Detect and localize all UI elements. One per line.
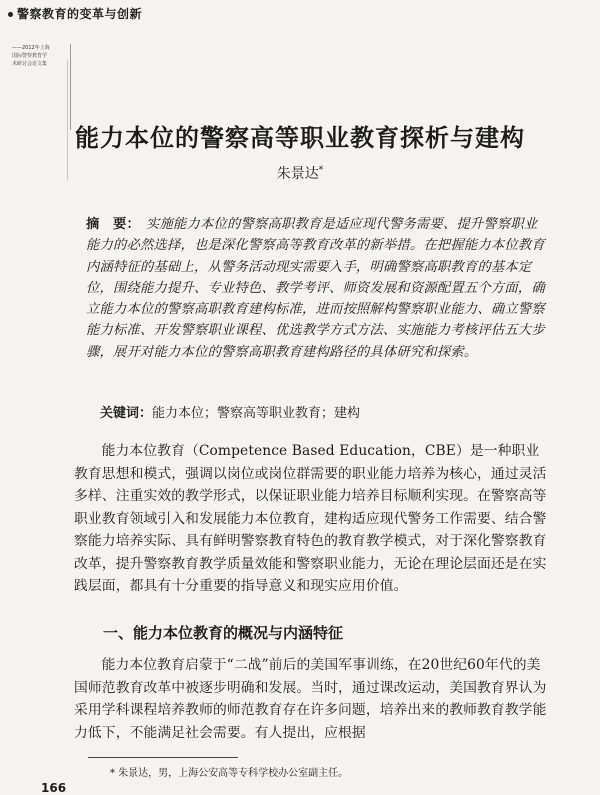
header-sub-line: 术研讨会论文集 — [12, 61, 48, 67]
keywords — [100, 402, 546, 421]
article-title: 能力本位的警察高等职业教育探析与建构 — [75, 124, 525, 152]
footnote-rule — [88, 757, 238, 758]
body-paragraph-1: 能力本位教育（Competence Based Education，CBE）是一种职业教育思想和模式，强调以岗位或岗位群需要的职业能力培养为核心，通过灵活多样、注重实效的教学形式，以保证职业能力培养目标顺利实现。在警察高等职业教育领域引入和发展能力本位教育，建构适应现代警务工作需要、结合警察能力培养实际、具有鲜明警察教育特色的教育教学模式，对于深化警察教育改革，提升警察教育教学质量效能和警察职业能力，无论在理论层面还是在实践层面，都具有十分重要的指导意义和现实应用价值。 — [74, 443, 547, 594]
keywords-label: 关键词： — [100, 406, 153, 421]
journal-title — [8, 5, 168, 22]
abstract-text: 实施能力本位的警察高职教育是适应现代警务需要、提升警察职业能力的必然选择，也是深化警察高等教育改革的新举措。在把握能力本位教育内涵特征的基础上，从警务活动现实需要入手，明确警察高职教育的基本定位，围绕能力提升、专业特色、教学考评、师资发展和资源配置五个方面，确立能力本位的警察高职教育建构标准，进而按照解构警察职业能力、确立警察能力标准、开发警察职业课程、优选教学方式方法、实施能力考核评估五大步骤，展开对能力本位的警察高职教育建构路径的具体研究和探索。 — [86, 217, 545, 360]
author-name: 朱景达 — [276, 166, 319, 182]
header-sub-line: ——2012年上海 — [12, 45, 50, 51]
page-number: 166 — [41, 781, 67, 795]
footnote: * 朱景达，男，上海公安高等专科学校办公室副主任。 — [110, 768, 349, 779]
section-heading: 一、能力本位教育的概况与内涵特征 — [103, 624, 344, 642]
header-subtitle — [12, 44, 72, 68]
author-footnote-mark: * — [318, 165, 324, 176]
running-header — [8, 5, 168, 22]
abstract — [86, 214, 546, 363]
author — [0, 163, 600, 183]
abstract-label: 摘 要： — [86, 217, 140, 232]
journal-title-text: 警察教育的变革与创新 — [17, 7, 143, 21]
header-sub-line: 国际警察教育学 — [12, 53, 48, 59]
body-paragraph-2: 能力本位教育启蒙于“二战”前后的美国军事训练，在20世纪60年代的美国师范教育改革中被逐步明确和发展。当时，通过课改运动，美国教育界认为采用学科课程培养教师的师范教育存在许多问题，培养出来的教师教育教学能力低下，不能满足社会需要。有人提出，应根据 — [74, 657, 547, 741]
keywords-text: 能力本位；警察高等职业教育；建构 — [152, 406, 361, 421]
bullet-icon — [8, 12, 13, 17]
